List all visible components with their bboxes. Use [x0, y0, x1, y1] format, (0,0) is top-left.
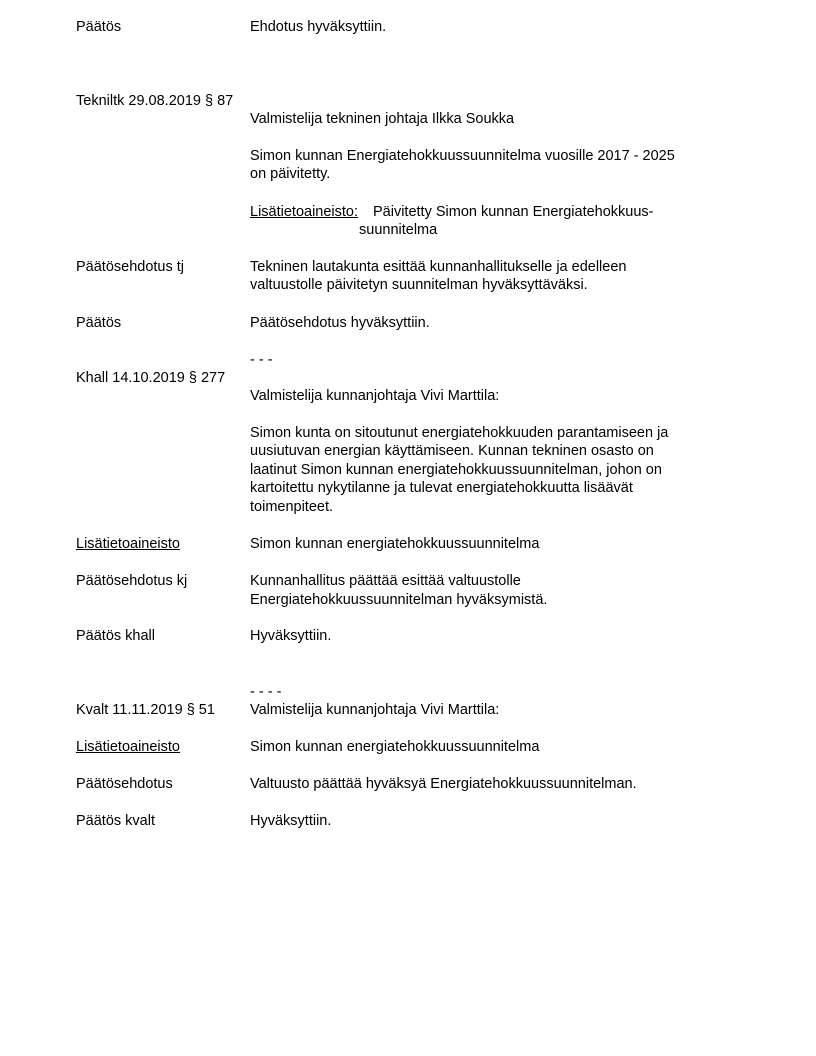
tekniltk-paatos-text: Päätösehdotus hyväksyttiin. [250, 315, 430, 331]
khall-para-line: kartoitettu nykytilanne ja tulevat energiatehokkuutta lisäävät [250, 480, 633, 496]
khall-paatos-label: Päätös khall [76, 628, 155, 644]
tekniltk-ehdotus-line: valtuustolle päivitetyn suunnitelman hyväksyttäväksi. [250, 277, 588, 293]
kvalt-heading: Kvalt 11.11.2019 § 51 [76, 702, 215, 718]
khall-lisatieto-label: Lisätietoaineisto [76, 536, 180, 552]
khall-para-line: laatinut Simon kunnan energiatehokkuussuunnitelman, johon on [250, 462, 662, 478]
khall-heading: Khall 14.10.2019 § 277 [76, 370, 226, 386]
paatos-label: Päätös [76, 19, 122, 35]
khall-para-line: uusiutuvan energian käyttämiseen. Kunnan tekninen osasto on [250, 443, 654, 459]
tekniltk-valmistelija: Valmistelija tekninen johtaja Ilkka Soukka [250, 111, 515, 127]
tekniltk-paatos-label: Päätös [76, 315, 122, 331]
khall-para-line: toimenpiteet. [250, 499, 334, 515]
tekniltk-lisatieto-label: Lisätietoaineisto: [250, 204, 359, 220]
khall-valmistelija: Valmistelija kunnanjohtaja Vivi Marttila: [250, 388, 500, 404]
khall-ehdotus-label: Päätösehdotus kj [76, 573, 188, 589]
kvalt-lisatieto-label: Lisätietoaineisto [76, 739, 180, 755]
separator: - - - - [250, 684, 282, 700]
kvalt-paatos-label: Päätös kvalt [76, 813, 155, 829]
kvalt-lisatieto-text: Simon kunnan energiatehokkuussuunnitelma [250, 739, 540, 755]
paatos-text: Ehdotus hyväksyttiin. [250, 19, 387, 35]
kvalt-paatos-text: Hyväksyttiin. [250, 813, 332, 829]
separator: - - - [250, 352, 273, 368]
khall-para-line: Simon kunta on sitoutunut energiatehokkuuden parantamiseen ja [250, 425, 669, 441]
tekniltk-ehdotus-label: Päätösehdotus tj [76, 259, 185, 275]
tekniltk-heading: Tekniltk 29.08.2019 § 87 [76, 93, 234, 109]
khall-ehdotus-line: Kunnanhallitus päättää esittää valtuustolle [250, 573, 521, 589]
khall-paatos-text: Hyväksyttiin. [250, 628, 332, 644]
tekniltk-ehdotus-line: Tekninen lautakunta esittää kunnanhallitukselle ja edelleen [250, 259, 627, 275]
tekniltk-lisatieto-text: suunnitelma [359, 222, 438, 238]
kvalt-ehdotus-text: Valtuusto päättää hyväksyä Energiatehokkuussuunnitelman. [250, 776, 637, 792]
tekniltk-para-line: on päivitetty. [250, 166, 331, 182]
kvalt-ehdotus-label: Päätösehdotus [76, 776, 173, 792]
kvalt-valmistelija: Valmistelija kunnanjohtaja Vivi Marttila: [250, 702, 500, 718]
khall-ehdotus-line: Energiatehokkuussuunnitelman hyväksymistä. [250, 592, 548, 608]
khall-lisatieto-text: Simon kunnan energiatehokkuussuunnitelma [250, 536, 540, 552]
tekniltk-para-line: Simon kunnan Energiatehokkuussuunnitelma vuosille 2017 - 2025 [250, 148, 675, 164]
tekniltk-lisatieto-text: Päivitetty Simon kunnan Energiatehokkuus- [373, 204, 654, 220]
